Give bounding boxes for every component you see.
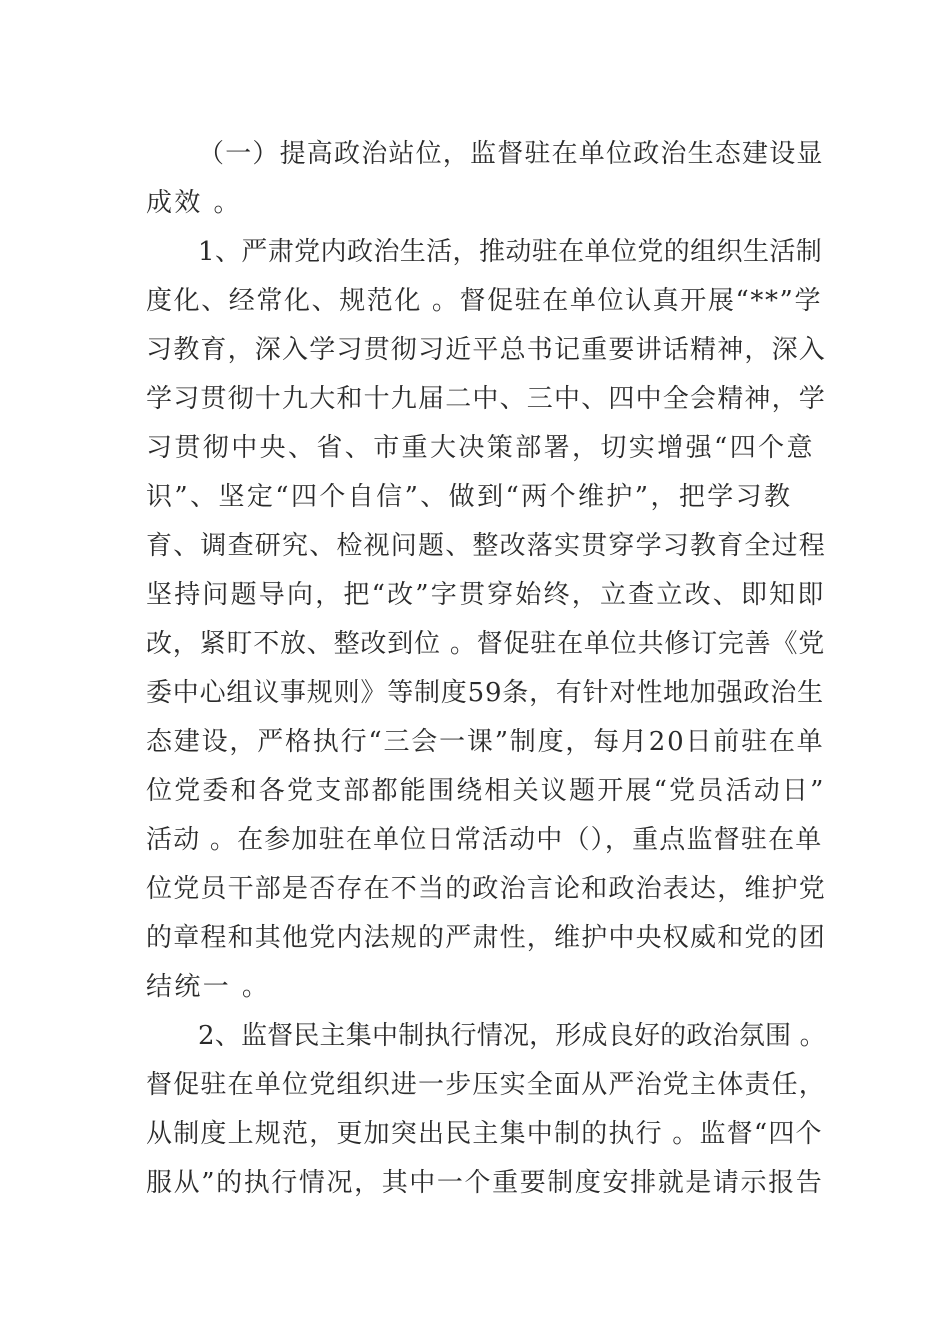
text-line: 态建设，严格执行“三会一课”制度，每月20日前驻在单: [146, 727, 825, 757]
text-line: 育、调查研究、检视问题、整改落实贯穿学习教育全过程: [146, 531, 827, 561]
text-line: 位党委和各党支部都能围绕相关议题开展“党员活动日”: [146, 776, 826, 806]
text-line: 结统一 。: [146, 972, 271, 1002]
text-line: 活动 。在参加驻在单位日常活动中（），重点监督驻在单: [146, 825, 823, 855]
text-line: 成效 。: [146, 188, 242, 218]
text-line: 学习贯彻十九大和十九届二中、三中、四中全会精神，学: [146, 384, 827, 414]
text-line: 位党员干部是否存在不当的政治言论和政治表达，维护党: [146, 874, 827, 904]
text-line: 的章程和其他党内法规的严肃性，维护中央权威和党的团: [146, 923, 827, 953]
document-body: [146, 130, 826, 1208]
text-line: 2、监督民主集中制执行情况，形成良好的政治氛围 。: [198, 1021, 826, 1051]
text-line: 督促驻在单位党组织进一步压实全面从严治党主体责任，: [146, 1070, 827, 1100]
text-line: 习贯彻中央、省、市重大决策部署，切实增强“四个意: [146, 433, 815, 463]
text-line: 识”、坚定“四个自信”、做到“两个维护”，把学习教: [146, 482, 793, 512]
text-line: 度化、经常化、规范化 。督促驻在单位认真开展“**”学: [146, 286, 823, 316]
text-line: 服从”的执行情况，其中一个重要制度安排就是请示报告: [146, 1168, 824, 1198]
text-line: 从制度上规范，更加突出民主集中制的执行 。监督“四个: [146, 1119, 823, 1149]
text-line: 委中心组议事规则》等制度59条，有针对性地加强政治生: [146, 678, 824, 708]
text-line: 习教育，深入学习贯彻习近平总书记重要讲话精神，深入: [146, 335, 827, 365]
text-line: 1、严肃党内政治生活，推动驻在单位党的组织生活制: [198, 237, 823, 267]
text-line: 改，紧盯不放、整改到位 。督促驻在单位共修订完善《党: [146, 629, 826, 659]
text-line: 坚持问题导向，把“改”字贯穿始终，立查立改、即知即: [146, 580, 826, 610]
text-line: （一）提高政治站位，监督驻在单位政治生态建设显: [198, 139, 824, 169]
